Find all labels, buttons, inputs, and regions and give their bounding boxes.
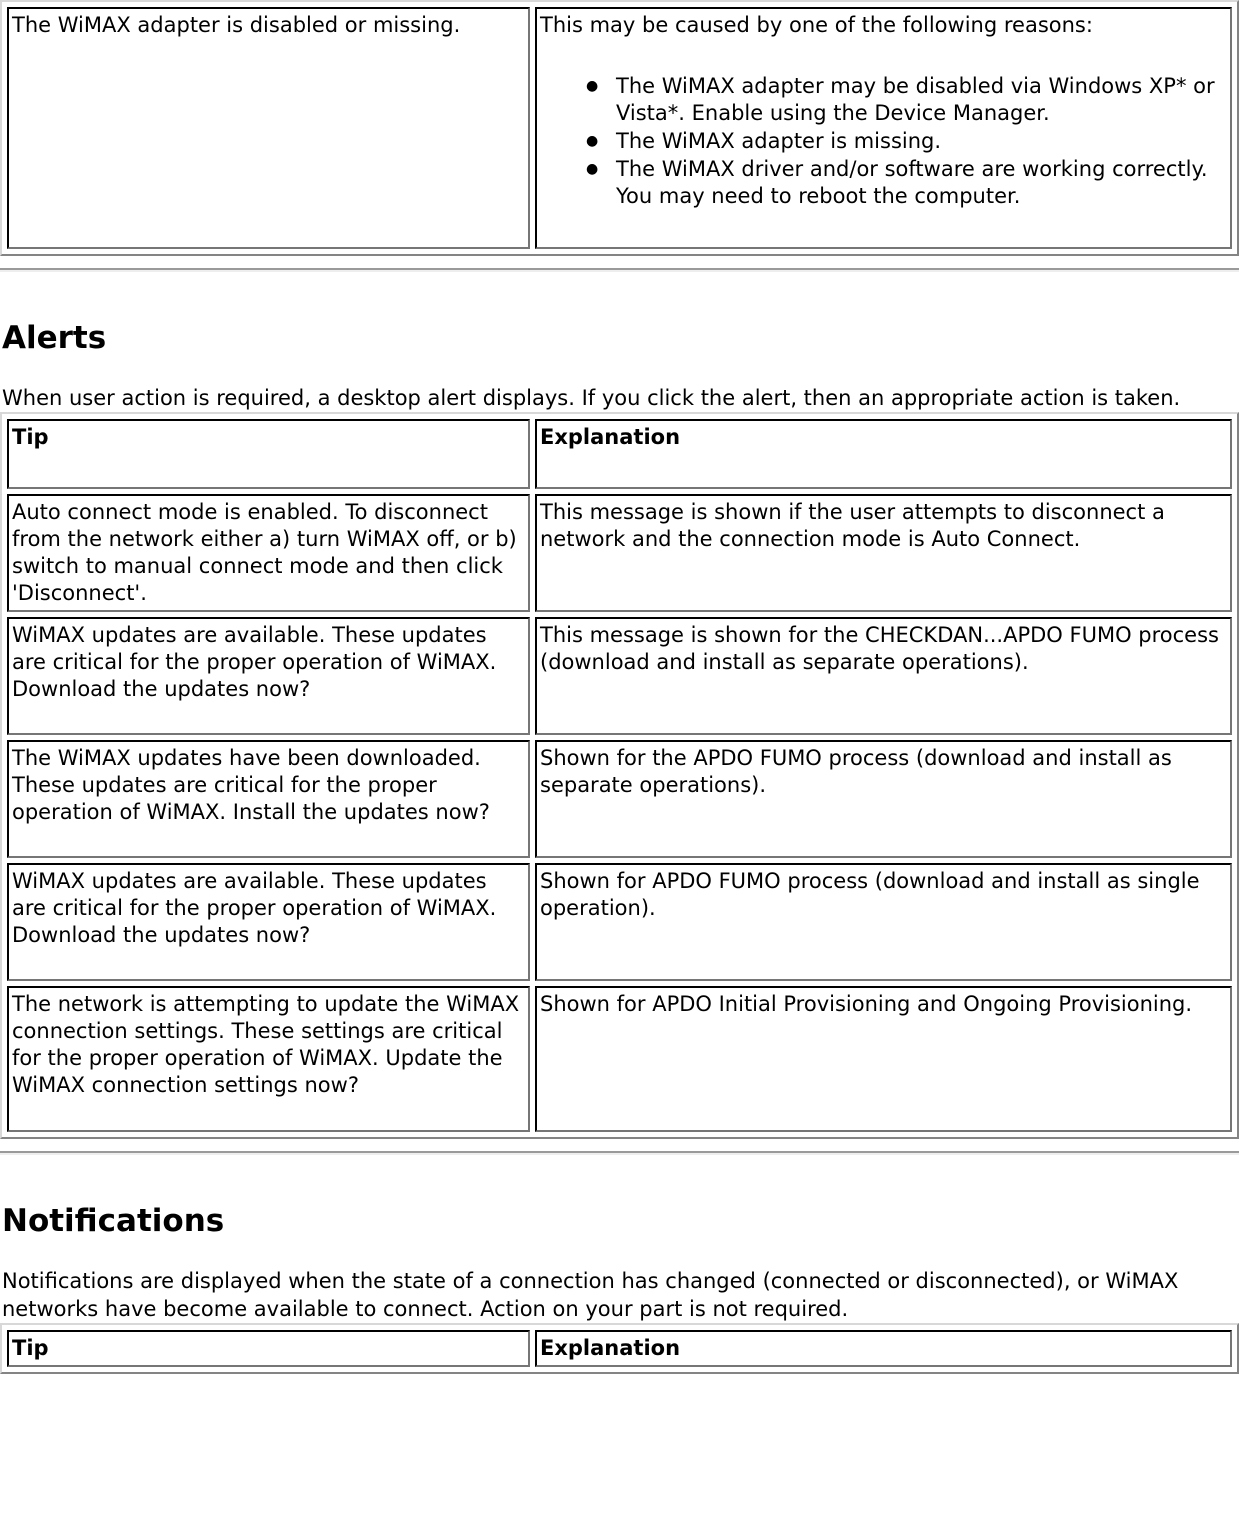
table-row	[7, 986, 1232, 1132]
section-divider	[0, 1151, 1239, 1155]
column-header-tip: Tip	[7, 1330, 530, 1367]
tip-cell: Auto connect mode is enabled. To disconnect from the network either a) turn WiMAX off, or b) switch to manual connect mode and then click 'Disconnect'.	[7, 494, 530, 612]
alerts-intro: When user action is required, a desktop alert displays. If you click the alert, then an appropriate action is taken.	[2, 386, 1181, 410]
list-item: ● The WiMAX adapter is missing.	[616, 128, 1227, 155]
table-row	[7, 494, 1232, 612]
table-row	[7, 617, 1232, 735]
column-header-tip: Tip	[7, 419, 530, 489]
notifications-table	[0, 1323, 1239, 1374]
wimax-status-table	[0, 0, 1239, 256]
alerts-heading: Alerts	[2, 320, 107, 356]
reasons-list	[540, 73, 1227, 210]
tip-cell: WiMAX updates are available. These updates are critical for the proper operation of WiMAX. Download the updates now?	[7, 863, 530, 981]
tip-text: The WiMAX adapter is disabled or missing.	[12, 13, 461, 37]
section-divider	[0, 268, 1239, 272]
alerts-table	[0, 412, 1239, 1139]
column-header-explanation: Explanation	[535, 419, 1232, 489]
explanation-cell	[535, 7, 1232, 249]
list-item: ● The WiMAX driver and/or software are working correctly. You may need to reboot the computer.	[616, 156, 1227, 210]
table-header-row	[7, 1330, 1232, 1367]
column-header-explanation: Explanation	[535, 1330, 1232, 1367]
explanation-cell: This message is shown for the CHECKDAN...APDO FUMO process (download and install as separate operations).	[535, 617, 1232, 735]
list-item: ● The WiMAX adapter may be disabled via Windows XP* or Vista*. Enable using the Device Manager.	[616, 73, 1227, 127]
notifications-intro: Notifications are displayed when the state of a connection has changed (connected or disconnected), or WiMAX networks have become available to connect. Action on your part is not required.	[2, 1269, 1179, 1321]
tip-cell: The WiMAX updates have been downloaded. These updates are critical for the proper operation of WiMAX. Install the updates now?	[7, 740, 530, 858]
table-header-row	[7, 419, 1232, 489]
tip-cell: WiMAX updates are available. These updates are critical for the proper operation of WiMAX. Download the updates now?	[7, 617, 530, 735]
notifications-heading: Notifications	[2, 1203, 225, 1239]
explanation-cell: Shown for APDO FUMO process (download and install as single operation).	[535, 863, 1232, 981]
table-row	[7, 863, 1232, 981]
explanation-cell: This message is shown if the user attempts to disconnect a network and the connection mode is Auto Connect.	[535, 494, 1232, 612]
explanation-intro: This may be caused by one of the following reasons:	[540, 13, 1093, 37]
explanation-cell: Shown for APDO Initial Provisioning and Ongoing Provisioning.	[535, 986, 1232, 1132]
tip-cell	[7, 7, 530, 249]
table-row	[7, 7, 1232, 249]
tip-cell: The network is attempting to update the WiMAX connection settings. These settings are critical for the proper operation of WiMAX. Update the WiMAX connection settings now?	[7, 986, 530, 1132]
table-row	[7, 740, 1232, 858]
explanation-cell: Shown for the APDO FUMO process (download and install as separate operations).	[535, 740, 1232, 858]
